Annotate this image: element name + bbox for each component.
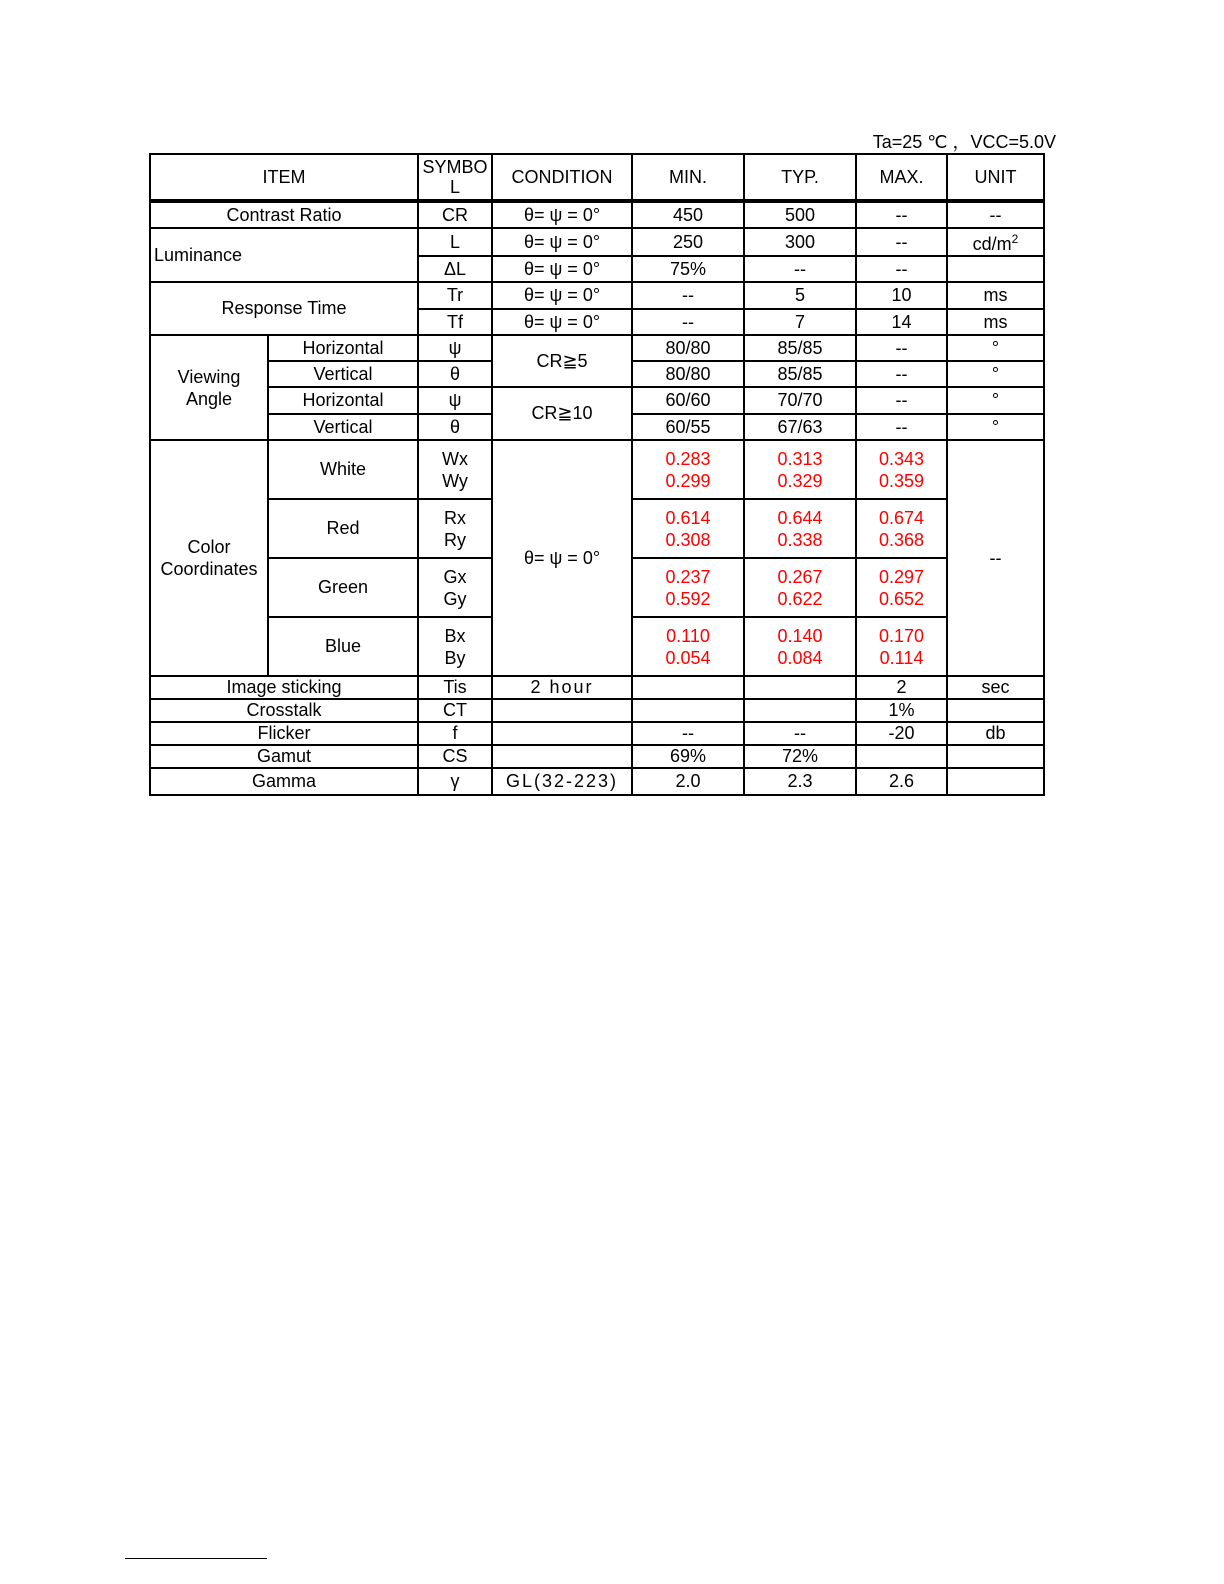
- viewing-min-3: 60/55: [632, 414, 744, 440]
- viewing-min-2: 60/60: [632, 387, 744, 414]
- color-symbol-blue-x: Bx: [444, 625, 466, 646]
- luminance-center-min: 250: [632, 228, 744, 256]
- sticking-unit: sec: [947, 676, 1044, 699]
- viewing-typ-1: 85/85: [744, 361, 856, 387]
- viewing-symbol-2: ψ: [418, 387, 492, 414]
- viewing-max-2: --: [856, 387, 947, 414]
- color-typ-green: [744, 558, 856, 617]
- color-symbol-white-x: Wx: [442, 448, 468, 469]
- flicker-typ: --: [744, 722, 856, 745]
- table-row: [150, 722, 1044, 745]
- crosstalk-max: 1%: [856, 699, 947, 722]
- crosstalk-item: Crosstalk: [150, 699, 418, 722]
- flicker-max: -20: [856, 722, 947, 745]
- header-symbol: [418, 154, 492, 201]
- luminance-uniformity-condition: θ= ψ = 0°: [492, 256, 632, 282]
- viewing-typ-2: 70/70: [744, 387, 856, 414]
- flicker-item: Flicker: [150, 722, 418, 745]
- sticking-condition: 2 hour: [492, 676, 632, 699]
- viewing-item-line2: Angle: [185, 388, 233, 409]
- color-max-red-x: 0.674: [878, 507, 925, 528]
- sticking-symbol: Tis: [418, 676, 492, 699]
- response-tf-max: 14: [856, 309, 947, 335]
- crosstalk-condition: [492, 699, 632, 722]
- color-max-white-x: 0.343: [878, 448, 925, 469]
- color-max-blue-x: 0.170: [878, 625, 925, 646]
- luminance-uniformity-unit: [947, 256, 1044, 282]
- gamma-max: 2.6: [856, 768, 947, 795]
- response-tr-min: --: [632, 282, 744, 309]
- viewing-typ-0: 85/85: [744, 335, 856, 361]
- crosstalk-typ: [744, 699, 856, 722]
- luminance-uniformity-min: 75%: [632, 256, 744, 282]
- table-row: [150, 699, 1044, 722]
- color-symbol-green-x: Gx: [443, 566, 467, 587]
- gamut-condition: [492, 745, 632, 768]
- table-row: [150, 440, 1044, 499]
- color-min-green-y: 0.592: [665, 588, 711, 609]
- response-tr-typ: 5: [744, 282, 856, 309]
- contrast-typ: 500: [744, 201, 856, 228]
- header-row: [150, 154, 1044, 201]
- color-typ-white: [744, 440, 856, 499]
- optical-spec-table: [149, 153, 1045, 796]
- response-tf-condition: θ= ψ = 0°: [492, 309, 632, 335]
- color-min-white-x: 0.283: [665, 448, 711, 469]
- viewing-label-0: Horizontal: [268, 335, 418, 361]
- gamma-symbol: γ: [418, 768, 492, 795]
- color-typ-white-y: 0.329: [777, 470, 823, 491]
- sticking-min: [632, 676, 744, 699]
- luminance-uniformity-symbol: ΔL: [418, 256, 492, 282]
- luminance-unit-text: cd/m: [972, 234, 1012, 254]
- viewing-unit-1: °: [947, 361, 1044, 387]
- gamma-unit: [947, 768, 1044, 795]
- luminance-center-max: --: [856, 228, 947, 256]
- gamut-unit: [947, 745, 1044, 768]
- test-condition-note: Ta=25 ℃ ，VCC=5.0V: [872, 132, 1056, 152]
- gamut-typ: 72%: [744, 745, 856, 768]
- gamma-typ: 2.3: [744, 768, 856, 795]
- color-label-green: Green: [268, 558, 418, 617]
- sticking-max: 2: [856, 676, 947, 699]
- header-condition: CONDITION: [492, 154, 632, 201]
- luminance-label: Luminance: [154, 244, 243, 265]
- response-tf-unit: ms: [947, 309, 1044, 335]
- gamut-symbol: CS: [418, 745, 492, 768]
- color-min-green: [632, 558, 744, 617]
- color-typ-red-y: 0.338: [777, 529, 823, 550]
- color-symbol-red-x: Rx: [444, 507, 466, 528]
- color-condition: θ= ψ = 0°: [492, 440, 632, 676]
- gamut-max: [856, 745, 947, 768]
- response-tr-symbol: Tr: [418, 282, 492, 309]
- color-unit: --: [947, 440, 1044, 676]
- viewing-unit-2: °: [947, 387, 1044, 414]
- flicker-min: --: [632, 722, 744, 745]
- color-label-white: White: [268, 440, 418, 499]
- viewing-symbol-3: θ: [418, 414, 492, 440]
- header-max: MAX.: [856, 154, 947, 201]
- color-min-blue-y: 0.054: [665, 647, 711, 668]
- color-max-green-x: 0.297: [878, 566, 925, 587]
- viewing-label-2: Horizontal: [268, 387, 418, 414]
- viewing-condition-cr5: CR≧5: [492, 335, 632, 387]
- viewing-min-0: 80/80: [632, 335, 744, 361]
- response-tr-condition: θ= ψ = 0°: [492, 282, 632, 309]
- viewing-condition-cr10: CR≧10: [492, 387, 632, 440]
- color-symbol-blue-y: By: [444, 647, 466, 668]
- gamma-min: 2.0: [632, 768, 744, 795]
- color-min-blue: [632, 617, 744, 676]
- viewing-typ-3: 67/63: [744, 414, 856, 440]
- luminance-uniformity-max: --: [856, 256, 947, 282]
- color-min-blue-x: 0.110: [666, 625, 710, 646]
- contrast-unit: --: [947, 201, 1044, 228]
- viewing-unit-0: °: [947, 335, 1044, 361]
- color-symbol-blue: [418, 617, 492, 676]
- header-symbol-text: SYMBO L: [422, 157, 488, 197]
- table-row: [150, 335, 1044, 361]
- color-item: [150, 440, 268, 676]
- color-typ-white-x: 0.313: [777, 448, 823, 469]
- response-tr-max: 10: [856, 282, 947, 309]
- color-max-green: [856, 558, 947, 617]
- viewing-item: [150, 335, 268, 440]
- viewing-symbol-0: ψ: [418, 335, 492, 361]
- viewing-max-1: --: [856, 361, 947, 387]
- header-unit: UNIT: [947, 154, 1044, 201]
- color-symbol-green-y: Gy: [443, 588, 467, 609]
- color-typ-blue-y: 0.084: [777, 647, 823, 668]
- color-typ-blue: [744, 617, 856, 676]
- color-min-white: [632, 440, 744, 499]
- luminance-center-unit: [947, 228, 1044, 256]
- luminance-center-condition: θ= ψ = 0°: [492, 228, 632, 256]
- gamma-item: Gamma: [150, 768, 418, 795]
- table-row: [150, 228, 1044, 256]
- color-min-red-x: 0.614: [665, 507, 711, 528]
- response-tf-min: --: [632, 309, 744, 335]
- gamma-condition: GL(32-223): [492, 768, 632, 795]
- color-typ-green-x: 0.267: [777, 566, 823, 587]
- color-symbol-white-y: Wy: [442, 470, 468, 491]
- viewing-label-3: Vertical: [268, 414, 418, 440]
- crosstalk-unit: [947, 699, 1044, 722]
- viewing-unit-3: °: [947, 414, 1044, 440]
- color-min-white-y: 0.299: [665, 470, 711, 491]
- response-item: Response Time: [150, 282, 418, 335]
- response-tf-typ: 7: [744, 309, 856, 335]
- color-min-red: [632, 499, 744, 558]
- table-row: [150, 387, 1044, 414]
- color-max-green-y: 0.652: [878, 588, 925, 609]
- luminance-item: [150, 228, 418, 282]
- color-typ-red: [744, 499, 856, 558]
- flicker-symbol: f: [418, 722, 492, 745]
- color-max-blue-y: 0.114: [879, 647, 924, 668]
- contrast-item: Contrast Ratio: [150, 201, 418, 228]
- gamut-min: 69%: [632, 745, 744, 768]
- viewing-item-line1: Viewing: [177, 366, 241, 387]
- color-typ-green-y: 0.622: [777, 588, 823, 609]
- header-item: ITEM: [150, 154, 418, 201]
- luminance-uniformity-typ: --: [744, 256, 856, 282]
- crosstalk-symbol: CT: [418, 699, 492, 722]
- contrast-max: --: [856, 201, 947, 228]
- color-max-red: [856, 499, 947, 558]
- sticking-typ: [744, 676, 856, 699]
- color-symbol-red-y: Ry: [444, 529, 466, 550]
- color-symbol-white: [418, 440, 492, 499]
- contrast-condition: θ= ψ = 0°: [492, 201, 632, 228]
- luminance-center-typ: 300: [744, 228, 856, 256]
- color-symbol-green: [418, 558, 492, 617]
- viewing-max-0: --: [856, 335, 947, 361]
- color-max-white: [856, 440, 947, 499]
- viewing-max-3: --: [856, 414, 947, 440]
- viewing-symbol-1: θ: [418, 361, 492, 387]
- gamut-item: Gamut: [150, 745, 418, 768]
- color-typ-red-x: 0.644: [777, 507, 823, 528]
- table-row: [150, 201, 1044, 228]
- contrast-min: 450: [632, 201, 744, 228]
- table-row: [150, 745, 1044, 768]
- crosstalk-min: [632, 699, 744, 722]
- table-row: [150, 676, 1044, 699]
- header-typ: TYP.: [744, 154, 856, 201]
- color-max-white-y: 0.359: [878, 470, 925, 491]
- color-max-blue: [856, 617, 947, 676]
- luminance-center-symbol: L: [418, 228, 492, 256]
- contrast-symbol: CR: [418, 201, 492, 228]
- color-max-red-y: 0.368: [878, 529, 925, 550]
- color-min-red-y: 0.308: [665, 529, 711, 550]
- response-tf-symbol: Tf: [418, 309, 492, 335]
- color-item-line1: Color: [187, 537, 231, 557]
- viewing-min-1: 80/80: [632, 361, 744, 387]
- color-label-red: Red: [268, 499, 418, 558]
- header-min: MIN.: [632, 154, 744, 201]
- flicker-condition: [492, 722, 632, 745]
- sticking-item: Image sticking: [150, 676, 418, 699]
- color-symbol-red: [418, 499, 492, 558]
- color-item-line2: Coordinates: [160, 559, 258, 579]
- luminance-unit-sup: 2: [1011, 232, 1019, 246]
- flicker-unit: db: [947, 722, 1044, 745]
- footnote-divider: [125, 1558, 267, 1559]
- response-tr-unit: ms: [947, 282, 1044, 309]
- table-row: [150, 282, 1044, 309]
- color-min-green-x: 0.237: [665, 566, 711, 587]
- table-row: [150, 768, 1044, 795]
- color-typ-blue-x: 0.140: [777, 625, 823, 646]
- color-label-blue: Blue: [268, 617, 418, 676]
- viewing-label-1: Vertical: [268, 361, 418, 387]
